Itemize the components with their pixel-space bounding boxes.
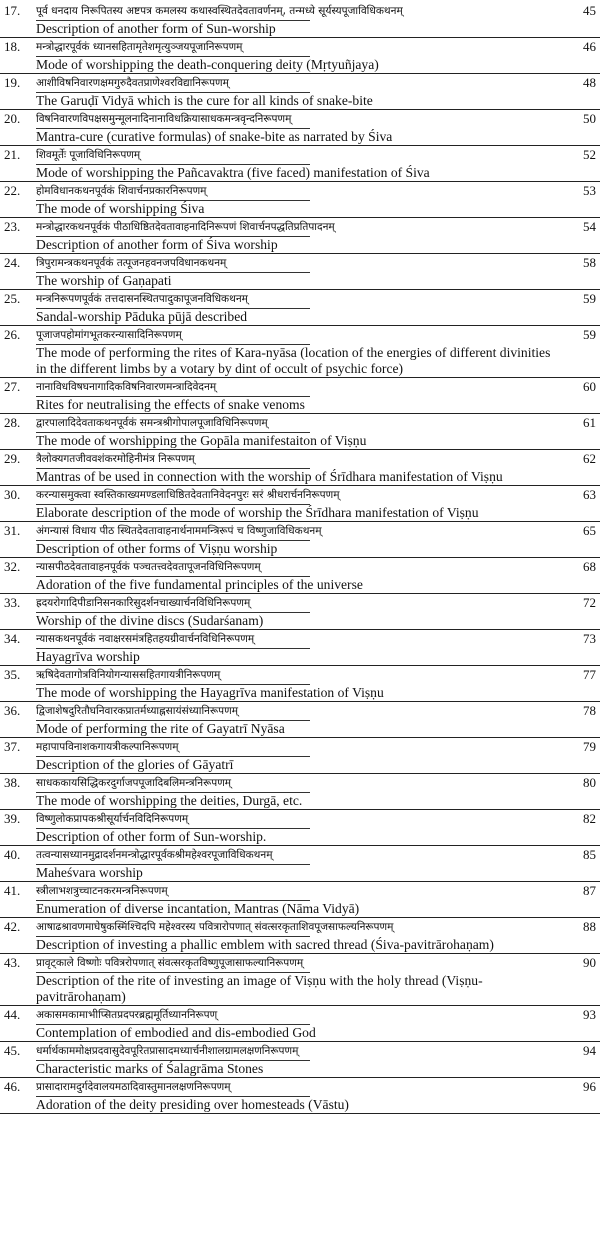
- toc-entry: [0, 522, 600, 558]
- english-title: Hayagrīva worship: [36, 649, 140, 664]
- entry-number: 21.: [4, 147, 21, 162]
- english-title: Mode of performing the rite of Gayatrī Nyāsa: [36, 721, 285, 736]
- entry-number: 46.: [4, 1079, 21, 1094]
- page-number: 45: [583, 3, 596, 18]
- entry-number: 44.: [4, 1007, 21, 1022]
- english-title: Description of another form of Sun-worship: [36, 21, 276, 36]
- entry-number: 19.: [4, 75, 21, 90]
- toc-entry: [0, 182, 600, 218]
- entry-number: 18.: [4, 39, 21, 54]
- english-title: Description of the rite of investing an image of Viṣṇu with the holy thread (Viṣṇu-pavitrārohaṇam): [36, 973, 483, 1004]
- english-title: Worship of the divine discs (Sudarśanam): [36, 613, 264, 628]
- entry-number: 20.: [4, 111, 21, 126]
- entry-number: 36.: [4, 703, 21, 718]
- page-number: 78: [583, 703, 596, 718]
- page-number: 93: [583, 1007, 596, 1022]
- sanskrit-title: पूजाजपहोमांगभूतकरन्यासादिनिरूपणम्: [36, 326, 310, 345]
- english-title: Mantra-cure (curative formulas) of snake-bite as narrated by Śiva: [36, 129, 393, 144]
- toc-entry: [0, 326, 600, 378]
- entry-number: 35.: [4, 667, 21, 682]
- entry-number: 43.: [4, 955, 21, 970]
- toc-entry: [0, 486, 600, 522]
- toc-entry: [0, 254, 600, 290]
- english-title: Description of another form of Śiva worship: [36, 237, 278, 252]
- sanskrit-title: विषनिवारणविपक्षसमुन्मूलनादिनानाविधक्रियासाधकमन्त्रवृन्दनिरूपणम्: [36, 110, 310, 129]
- page-number: 82: [583, 811, 596, 826]
- english-title: Description of other form of Sun-worship.: [36, 829, 267, 844]
- sanskrit-title: न्यासकथनपूर्वकं नवाक्षरसमंत्रहितहयग्रीवार्चनविधिनिरूपणम्: [36, 630, 310, 649]
- toc-entry: [0, 146, 600, 182]
- toc-entry: [0, 918, 600, 954]
- page-number: 59: [583, 327, 596, 342]
- page-number: 48: [583, 75, 596, 90]
- toc-entry: [0, 846, 600, 882]
- sanskrit-title: आषाढश्रावणमाघेषुकस्मिंश्चिदपि महेश्वरस्य पवित्रारोपणात् संवत्सरकृताशिवपूजसाफल्यनिरूपणम्: [36, 918, 310, 937]
- english-title: Maheśvara worship: [36, 865, 143, 880]
- sanskrit-title: शिवमूर्तेः पूजाविधिनिरूपणम्: [36, 146, 310, 165]
- sanskrit-title: मन्त्रनिरूपणपूर्वकं तत्तदासनस्थितपादुकापूजनविधिकथनम्: [36, 290, 310, 309]
- sanskrit-title: मन्त्रोद्धारपूर्वकं ध्यानसहितामृतेशमृत्युञ्जयपूजानिरूपणम्: [36, 38, 310, 57]
- page-number: 54: [583, 219, 596, 234]
- toc-entry: [0, 290, 600, 326]
- page-number: 73: [583, 631, 596, 646]
- page-number: 72: [583, 595, 596, 610]
- sanskrit-title: मन्त्रोद्धारकथनपूर्वकं पीठाधिष्ठितदेवतावाहनादिनिरूपणं शिवार्चनपद्धतिप्रतिपादनम्: [36, 218, 310, 237]
- english-title: The worship of Gaṇapati: [36, 273, 172, 288]
- entry-number: 22.: [4, 183, 21, 198]
- sanskrit-title: स्त्रीलाभशत्रुच्चाटनकरमन्त्रनिरूपणम्: [36, 882, 310, 901]
- page-number: 79: [583, 739, 596, 754]
- english-title: The mode of worshipping Śiva: [36, 201, 205, 216]
- entry-number: 42.: [4, 919, 21, 934]
- entry-number: 38.: [4, 775, 21, 790]
- toc-entry: [0, 774, 600, 810]
- entry-number: 33.: [4, 595, 21, 610]
- page-number: 96: [583, 1079, 596, 1094]
- entry-number: 27.: [4, 379, 21, 394]
- toc-entry: [0, 630, 600, 666]
- english-title: Elaborate description of the mode of worship the Śrīdhara manifestation of Viṣṇu: [36, 505, 479, 520]
- page-number: 77: [583, 667, 596, 682]
- entry-number: 32.: [4, 559, 21, 574]
- sanskrit-title: आशीविषनिवारणक्षमगुरुदैवतप्राणेश्वरविद्यानिरूपणम्: [36, 74, 310, 93]
- page-number: 60: [583, 379, 596, 394]
- english-title: Rites for neutralising the effects of snake venoms: [36, 397, 305, 412]
- toc-entry: [0, 594, 600, 630]
- toc-entry: [0, 810, 600, 846]
- toc-entry: [0, 882, 600, 918]
- entry-number: 41.: [4, 883, 21, 898]
- page-number: 52: [583, 147, 596, 162]
- toc-entry: [0, 2, 600, 38]
- page-number: 46: [583, 39, 596, 54]
- toc-entry: [0, 450, 600, 486]
- english-title: Sandal-worship Pāduka pūjā described: [36, 309, 248, 324]
- english-title: The mode of performing the rites of Kara-nyāsa (location of the energies of different divinities in the different limbs by a votary by dint of occult of psychic force): [36, 345, 551, 376]
- sanskrit-title: अंगन्यासं विधाय पीठ स्थितदेवतावाहनार्थनाममन्त्रिरूपं च विष्णुजाविधिकथनम्: [36, 522, 310, 541]
- toc-entry: [0, 414, 600, 450]
- english-title: Description of the glories of Gāyatrī: [36, 757, 234, 772]
- toc-entry: [0, 378, 600, 414]
- entry-number: 29.: [4, 451, 21, 466]
- english-title: Characteristic marks of Śalagrāma Stones: [36, 1061, 264, 1076]
- entry-number: 40.: [4, 847, 21, 862]
- page-number: 61: [583, 415, 596, 430]
- entry-number: 37.: [4, 739, 21, 754]
- sanskrit-title: द्वारपालादिदेवताकथनपूर्वकं समन्त्रश्रीगोपालपूजाविधिनिरूपणम्: [36, 414, 310, 433]
- entry-number: 24.: [4, 255, 21, 270]
- page-number: 50: [583, 111, 596, 126]
- page-number: 87: [583, 883, 596, 898]
- entry-number: 39.: [4, 811, 21, 826]
- toc-entry: [0, 38, 600, 74]
- toc-entry: [0, 1078, 600, 1114]
- page-number: 80: [583, 775, 596, 790]
- page-number: 65: [583, 523, 596, 538]
- english-title: Description of investing a phallic emblem with sacred thread (Śiva-pavitrārohaṇam): [36, 937, 494, 952]
- english-title: Adoration of the deity presiding over homesteads (Vāstu): [36, 1097, 349, 1112]
- english-title: Description of other forms of Viṣṇu worship: [36, 541, 278, 556]
- sanskrit-title: प्रावृट्काले विष्णोः पवित्ररोपणात् संवत्सरकृतविष्णुपूजासाफल्यानिरूपणम्: [36, 954, 310, 973]
- page-number: 62: [583, 451, 596, 466]
- english-title: Mode of worshipping the Pañcavaktra (five faced) manifestation of Śiva: [36, 165, 430, 180]
- page-number: 58: [583, 255, 596, 270]
- sanskrit-title: ऋषिदेवतागोत्रविनियोगन्याससहितगायत्रीनिरूपणम्: [36, 666, 310, 685]
- sanskrit-title: पूर्व धनदाय निरूपितस्य अष्टपत्र कमलस्य कथास्वस्थितदेवतावर्णनम्, तन्मध्ये सूर्यस्यपूजाविधिकथनम्: [36, 2, 310, 21]
- english-title: Enumeration of diverse incantation, Mantras (Nāma Vidyā): [36, 901, 360, 916]
- english-title: The mode of worshipping the deities, Durgā, etc.: [36, 793, 303, 808]
- page-number: 53: [583, 183, 596, 198]
- sanskrit-title: विष्णुलोकप्रापकश्रीसूर्यार्चनविदिनिरूपणम्: [36, 810, 310, 829]
- page-number: 88: [583, 919, 596, 934]
- page-number: 59: [583, 291, 596, 306]
- page-number: 85: [583, 847, 596, 862]
- english-title: Mantras of be used in connection with the worship of Śrīdhara manifestation of Viṣṇu: [36, 469, 503, 484]
- english-title: Mode of worshipping the death-conquering deity (Mṛtyuñjaya): [36, 57, 379, 72]
- toc-entry: [0, 1006, 600, 1042]
- entry-number: 26.: [4, 327, 21, 342]
- page-number: 94: [583, 1043, 596, 1058]
- english-title: Contemplation of embodied and dis-embodied God: [36, 1025, 316, 1040]
- toc-entry: [0, 558, 600, 594]
- sanskrit-title: प्रासादारामदुर्गदेवालयमठादिवास्तुमानलक्षणनिरूपणम्: [36, 1078, 310, 1097]
- entry-number: 17.: [4, 3, 21, 18]
- entry-number: 25.: [4, 291, 21, 306]
- page-number: 90: [583, 955, 596, 970]
- entry-number: 23.: [4, 219, 21, 234]
- english-title: Adoration of the five fundamental principles of the universe: [36, 577, 363, 592]
- sanskrit-title: धर्मार्थकाममोक्षप्रदवासुदेवपूरितप्रासादमध्यार्चनीशालग्रामलक्षणनिरूपणम्: [36, 1042, 310, 1061]
- sanskrit-title: करन्यासमुक्त्वा स्वस्तिकाख्यमण्डलाधिष्ठितदेवतानिवेदनपुरः सरं श्रीधरार्चननिरूपणम्: [36, 486, 310, 505]
- sanskrit-title: तत्वन्यासध्यानमुद्रादर्शनमन्त्रोद्धारपूर्वकश्रीमहेश्वरपूजाविधिकथनम्: [36, 846, 310, 865]
- page-number: 63: [583, 487, 596, 502]
- sanskrit-title: ह्रदयरोगादिपीडानिसनकारिसुदर्शनचाख्यार्चनविधिनिरूपणम्: [36, 594, 310, 613]
- english-title: The mode of worshipping the Gopāla manifestaiton of Viṣṇu: [36, 433, 367, 448]
- sanskrit-title: न्यासपीठदेवतावाहनपूर्वकं पञ्चतत्त्वदेवतापूजनविधिनिरूपणम्: [36, 558, 310, 577]
- page-number: 68: [583, 559, 596, 574]
- entry-number: 30.: [4, 487, 21, 502]
- toc-entry: [0, 110, 600, 146]
- entry-number: 34.: [4, 631, 21, 646]
- entry-number: 45.: [4, 1043, 21, 1058]
- sanskrit-title: त्रैलोक्यगतजीववशंकरमोहिनीमंत्र निरूपणम्: [36, 450, 310, 469]
- english-title: The mode of worshipping the Hayagrīva manifestation of Viṣṇu: [36, 685, 384, 700]
- sanskrit-title: अकासमकामाभीप्सितप्रदपरब्रह्ममूर्तिध्याननिरूपण्: [36, 1006, 310, 1025]
- sanskrit-title: त्रिपुरामन्त्रकथनपूर्वकं तत्पूजनहवनजपविधानकथनम्: [36, 254, 310, 273]
- toc-entry: [0, 738, 600, 774]
- english-title: The Garuḍī Vidyā which is the cure for all kinds of snake-bite: [36, 93, 373, 108]
- sanskrit-title: महापापविनाशकगायत्रीकल्पानिरूपणम्: [36, 738, 310, 757]
- toc-entry: [0, 954, 600, 1006]
- toc-entry: [0, 666, 600, 702]
- entry-number: 31.: [4, 523, 21, 538]
- sanskrit-title: होमविधानकथनपूर्वकं शिवार्चनप्रकारनिरूपणम्: [36, 182, 310, 201]
- toc-entry: [0, 218, 600, 254]
- sanskrit-title: साधककायसिद्धिकरदुर्गाजपपूजादिबलिमन्त्रनिरूपणम्: [36, 774, 310, 793]
- sanskrit-title: नानाविधविषघनागादिकविषनिवारणमन्त्रादिवेदनम्: [36, 378, 310, 397]
- toc-entry: [0, 1042, 600, 1078]
- sanskrit-title: द्विजाशेषदुरितौघनिवारकप्रातर्मध्याह्नसायंसंध्यानिरूपणम्: [36, 702, 310, 721]
- toc-entry: [0, 702, 600, 738]
- entry-number: 28.: [4, 415, 21, 430]
- toc-entry: [0, 74, 600, 110]
